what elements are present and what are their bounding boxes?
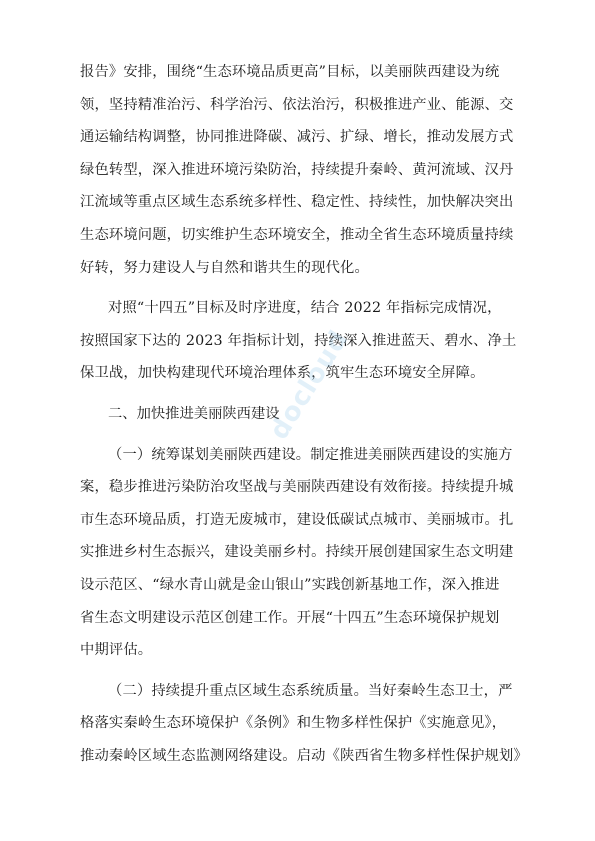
paragraph-gap [80, 667, 516, 675]
paragraph-gap [80, 284, 516, 292]
paragraph-3-line: 设示范区、“绿水青山就是金山银山”实践创新基地工作，深入推进 [80, 576, 500, 593]
paragraph-1-line: 好转，努力建设人与自然和谐共生的现代化。 [80, 259, 369, 276]
paragraph-1-line: 绿色转型，深入推进环境污染防治，持续提升秦岭、黄河流域、汉丹 [80, 161, 514, 178]
paragraph-gap [80, 390, 516, 398]
paragraph-3-line: 市生态环境品质，打造无废城市，建设低碳试点城市、美丽城市。扎 [80, 511, 514, 528]
paragraph-2 [80, 292, 516, 390]
paragraph-3-line: 省生态文明建设示范区创建工作。开展“十四五”生态环境保护规划 [80, 609, 500, 626]
paragraph-1 [80, 56, 516, 284]
paragraph-3-line: 实推进乡村生态振兴，建设美丽乡村。持续开展创建国家生态文明建 [80, 544, 514, 561]
paragraph-2-line: 按照国家下达的 2023 年指标计划，持续深入推进蓝天、碧水、净土 [80, 332, 517, 349]
paragraph-4-line: 格落实秦岭生态环境保护《条例》和生物多样性保护《实施意见》， [80, 715, 507, 732]
paragraph-1-line: 江流域等重点区域生态系统多样性、稳定性、持续性，加快解决突出 [80, 194, 514, 211]
paragraph-4-line: 推动秦岭区域生态监测网络建设。启动《陕西省生物多样性保护规划》 [80, 747, 528, 764]
paragraph-4-line: （二）持续提升重点区域生态系统质量。当好秦岭生态卫士，严 [108, 682, 513, 699]
paragraph-4 [80, 675, 528, 773]
paragraph-2-line: 保卫战，加快构建现代环境治理体系，筑牢生态环境安全屏障。 [80, 365, 485, 382]
paragraph-gap [80, 431, 516, 439]
document-body [80, 56, 528, 772]
paragraph-1-line: 报告》安排，围绕“生态环境品质更高”目标，以美丽陕西建设为统 [80, 64, 500, 80]
paragraph-2-line: 对照“十四五”目标及时序进度，结合 2022 年指标完成情况， [108, 300, 502, 317]
paragraph-3 [80, 439, 516, 667]
paragraph-1-line: 生态环境问题，切实维护生态环境安全，推动全省生态环境质量持续 [80, 226, 514, 243]
section-heading: 二、加快推进美丽陕西建设 [108, 405, 280, 422]
watermark-logo: docloud [264, 324, 355, 446]
paragraph-3-line: 案，稳步推进污染防治攻坚战与美丽陕西建设有效衔接。持续提升城 [80, 479, 514, 496]
paragraph-3-line: 中期评估。 [80, 642, 153, 659]
paragraph-1-line: 领，坚持精准治污、科学治污、依法治污，积极推进产业、能源、交 [80, 96, 514, 113]
paragraph-3-line: （一）统筹谋划美丽陕西建设。制定推进美丽陕西建设的实施方 [108, 446, 513, 463]
paragraph-1-line: 通运输结构调整，协同推进降碳、减污、扩绿、增长，推动发展方式 [80, 129, 514, 146]
